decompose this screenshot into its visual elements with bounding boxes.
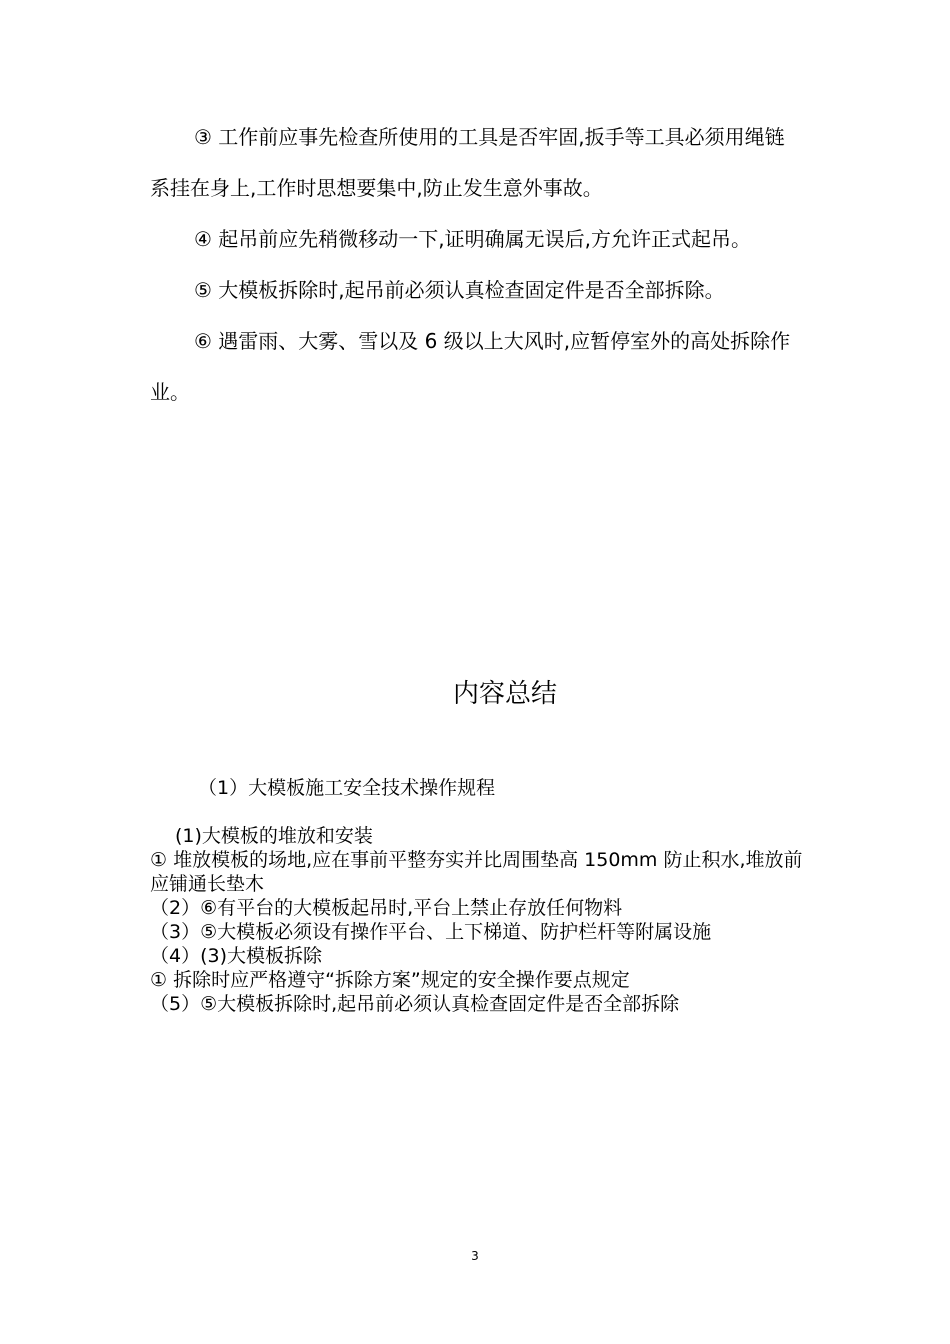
- paragraph-item-5: ⑤ 大模板拆除时,起吊前必须认真检查固定件是否全部拆除。: [194, 278, 725, 302]
- summary-line: （2）⑥有平台的大模板起吊时,平台上禁止存放任何物料: [150, 897, 623, 919]
- paragraph-item-6: ⑥ 遇雷雨、大雾、雪以及 6 级以上大风时,应暂停室外的高处拆除作业。: [150, 329, 791, 404]
- page-number: 3: [471, 1249, 479, 1263]
- summary-title: 内容总结: [452, 679, 557, 709]
- summary-line: （4）(3)大模板拆除: [150, 945, 323, 967]
- summary-line: (1)大模板的堆放和安装: [175, 825, 373, 847]
- paragraph-item-3: ③ 工作前应事先检查所使用的工具是否牢固,扳手等工具必须用绳链系挂在身上,工作时思想要集中,防止发生意外事故。: [150, 125, 785, 200]
- summary-heading: （1）大模板施工安全技术操作规程: [198, 777, 496, 799]
- paragraph-item-4: ④ 起吊前应先稍微移动一下,证明确属无误后,方允许正式起吊。: [194, 227, 752, 251]
- summary-list: [150, 824, 810, 1016]
- body-text: [150, 112, 800, 418]
- summary-line: （3）⑤大模板必须设有操作平台、上下梯道、防护栏杆等附属设施: [150, 921, 712, 943]
- summary-line: ① 拆除时应严格遵守“拆除方案”规定的安全操作要点规定: [150, 969, 630, 991]
- summary-line: ① 堆放模板的场地,应在事前平整夯实并比周围垫高 150mm 防止积水,堆放前应铺通长垫木: [150, 849, 803, 895]
- summary-line: （5）⑤大模板拆除时,起吊前必须认真检查固定件是否全部拆除: [150, 993, 680, 1015]
